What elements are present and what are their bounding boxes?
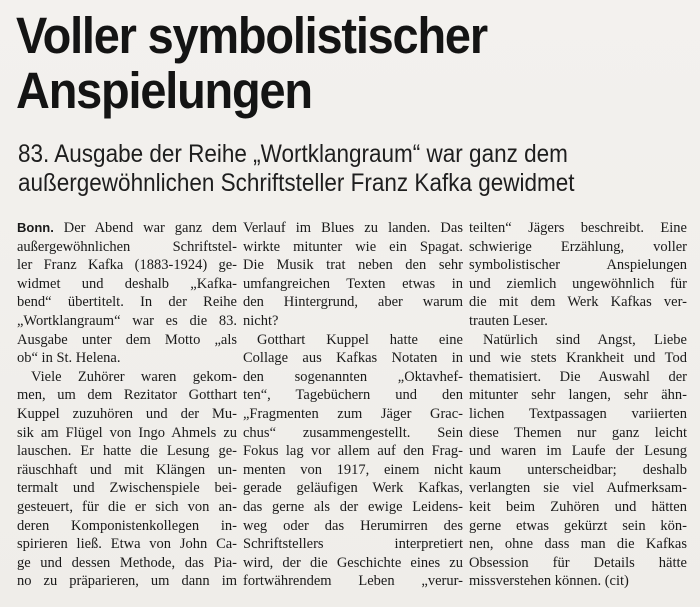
article-headline — [16, 8, 623, 118]
body-line: „Fragmenten zum Jäger Grac- — [243, 405, 463, 422]
body-line: und waren im Laufe der Lesung — [469, 443, 687, 460]
article-column-3 — [469, 219, 687, 591]
body-line: no zu präparieren, um dann im — [17, 573, 237, 590]
body-line: wird, der die Geschichte eines zu — [243, 554, 463, 571]
subheadline-line: außergewöhnlichen Schriftsteller Franz Kafka gewidmet — [18, 169, 575, 197]
body-line: symbolistischer Anspielungen — [469, 257, 687, 274]
article-subheadline — [18, 140, 630, 198]
body-line: deren Komponistenkollegen in- — [17, 517, 237, 534]
body-line: bend“ übertitelt. In der Reihe — [17, 294, 237, 311]
body-line: fortwährendem Leben „verur- — [243, 573, 463, 590]
body-line: den Hintergrund, aber warum — [243, 294, 463, 311]
body-line: wirkte mitunter wie ein Spagat. — [243, 238, 463, 255]
body-line: gesteuert, für die er sich von an- — [17, 498, 237, 515]
body-line: sik am Flügel von Ingo Ahmels zu — [17, 424, 237, 441]
subheadline-line: 83. Ausgabe der Reihe „Wortklangraum“ war ganz dem — [18, 140, 568, 168]
body-line: diese Themen nur ganz leicht — [469, 424, 687, 441]
body-line: ten“, Tagebüchern und den — [243, 387, 463, 404]
body-line: Ausgabe unter dem Motto „als — [17, 331, 237, 348]
body-line: Fokus lag vor allem auf den Frag- — [243, 443, 463, 460]
body-line: men, um dem Rezitator Gotthart — [17, 387, 237, 404]
body-line: keit beim Zuhören und hätten — [469, 498, 687, 515]
body-line: Viele Zuhörer waren gekom- — [31, 368, 237, 385]
body-line: räuschhaft und mit Klängen un- — [17, 461, 237, 478]
body-line: trauten Leser. — [469, 312, 548, 329]
body-line: weg oder das Herumirren des — [243, 517, 463, 534]
body-line: außergewöhnlichen Schriftstel- — [17, 238, 237, 255]
body-line: widmet und deshalb „Kafka- — [17, 275, 237, 292]
body-line: ge und dessen Methode, das Pia- — [17, 554, 237, 571]
headline-line: Anspielungen — [16, 62, 312, 119]
body-line: ob“ in St. Helena. — [17, 350, 121, 367]
body-line: Kuppel zuzuhören und der Mu- — [17, 405, 237, 422]
dateline: Bonn. — [17, 220, 54, 235]
body-line: Verlauf im Blues zu landen. Das — [243, 220, 463, 236]
body-line: den sogenannten „Oktavhef- — [243, 368, 463, 385]
headline-line: Voller symbolistischer — [16, 7, 487, 64]
article-column-1 — [17, 219, 237, 591]
body-line: thematisiert. Die Auswahl der — [469, 368, 687, 385]
body-line: Schriftstellers interpretiert — [243, 536, 463, 553]
body-line: gerne etwas gekürzt sein kön- — [469, 517, 687, 534]
body-line: und wie stets Krankheit und Tod — [469, 350, 687, 367]
body-line: umfangreichen Texten etwas in — [243, 275, 463, 292]
body-line: lichen Textpassagen variierten — [469, 405, 687, 422]
body-line: Collage aus Kafkas Notaten in — [243, 350, 463, 367]
body-line: nicht? — [243, 312, 279, 329]
body-line: Die Musik trat neben den sehr — [243, 257, 463, 274]
body-line: die mit dem Werk Kafkas ver- — [469, 294, 687, 311]
body-line: kaum unterscheidbar; deshalb — [469, 461, 687, 478]
body-line: schwierige Erzählung, voller — [469, 238, 687, 255]
article-column-2 — [243, 219, 463, 591]
body-line: mitunter sehr langen, sehr ähn- — [469, 387, 687, 404]
body-line: Bonn. Der Abend war ganz dem — [17, 220, 237, 236]
body-line: ler Franz Kafka (1883-1924) ge- — [17, 257, 237, 274]
body-line: missverstehen können. (cit) — [469, 573, 629, 590]
body-line: und ziemlich ungewöhnlich für — [469, 275, 687, 292]
body-line: Gotthart Kuppel hatte eine — [257, 331, 463, 348]
body-line: Obsession für Details hätte — [469, 554, 687, 571]
body-line: spirieren ließ. Etwa von John Ca- — [17, 536, 237, 553]
body-line: Natürlich sind Angst, Liebe — [483, 331, 687, 348]
body-line: lauschen. Er hatte die Lesung ge- — [17, 443, 237, 460]
body-line: „Wortklangraum“ war es die 83. — [17, 312, 237, 329]
body-line: chus“ zusammengestellt. Sein — [243, 424, 463, 441]
body-line: teilten“ Jägers beschreibt. Eine — [469, 220, 687, 236]
body-line: gerade geläufigen Werk Kafkas, — [243, 480, 463, 497]
body-line: nen, ohne dass man die Kafkas — [469, 536, 687, 553]
body-line: termalt und Zwischenspiele bei- — [17, 480, 237, 497]
body-line: verlangten sie viel Aufmerksam- — [469, 480, 687, 497]
body-line: das gerne als der ewige Leidens- — [243, 498, 463, 515]
body-line: menten von 1917, einem nicht — [243, 461, 463, 478]
